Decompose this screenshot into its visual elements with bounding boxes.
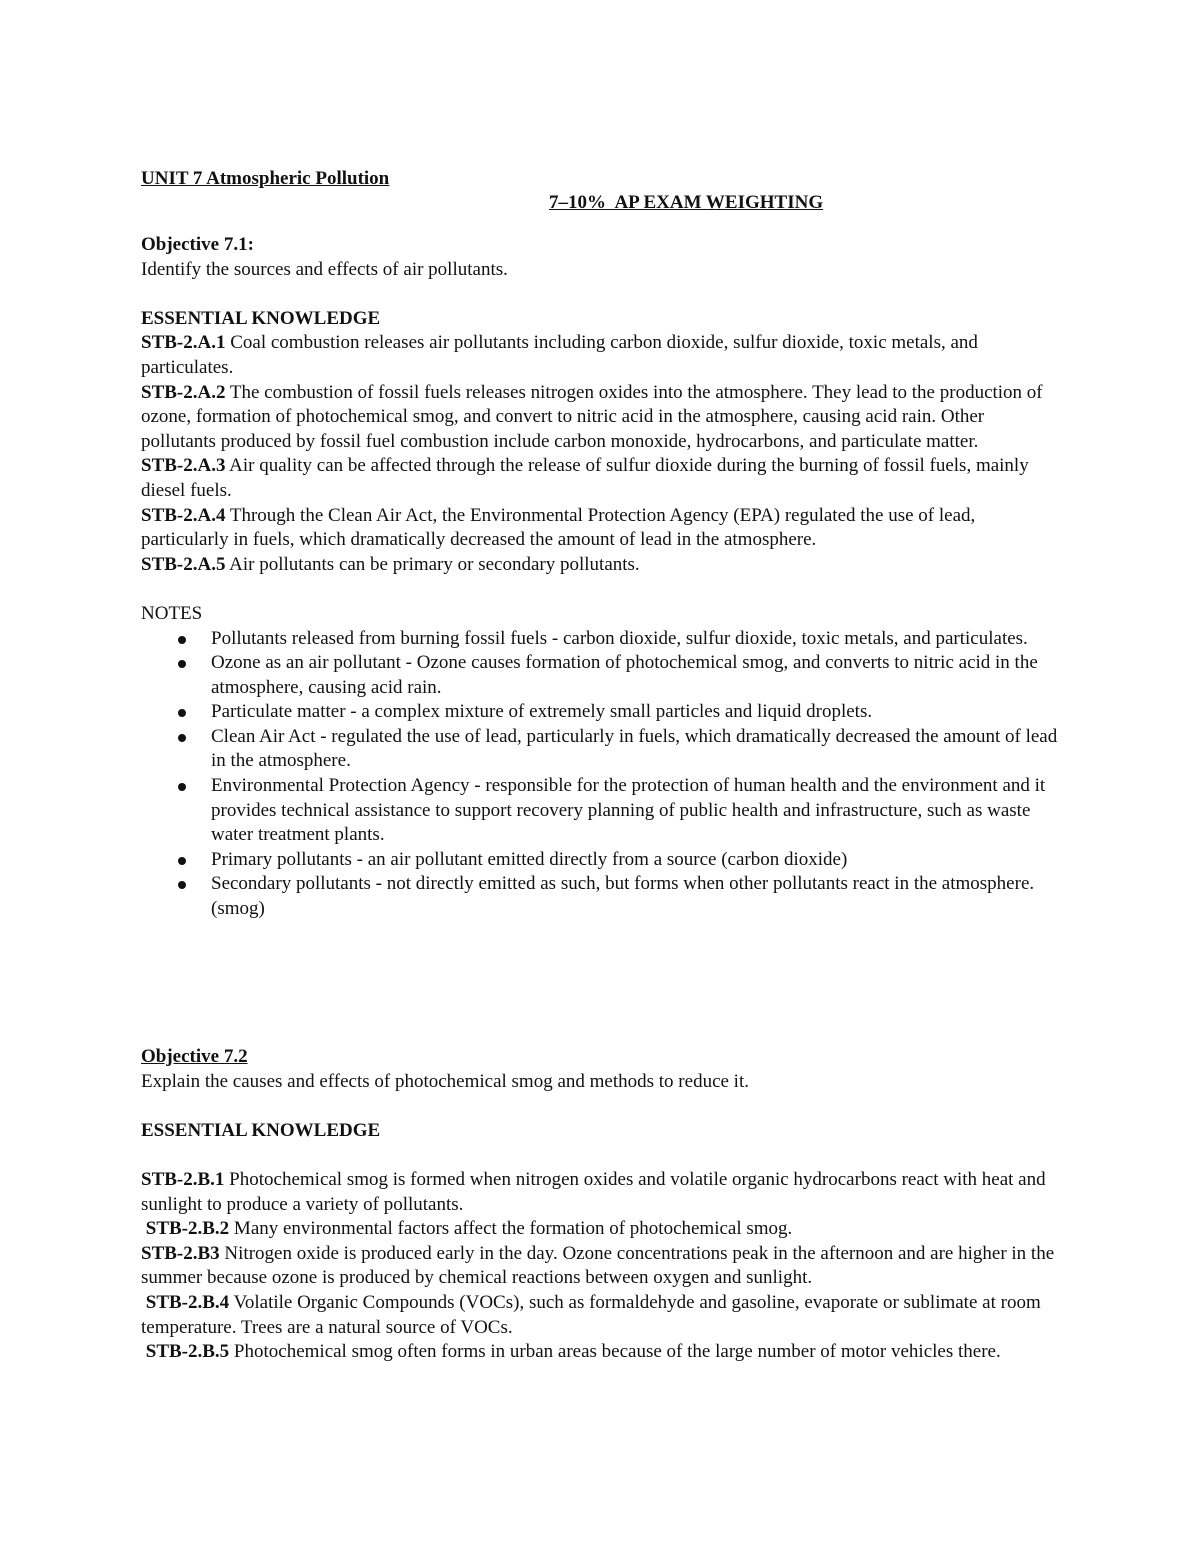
- knowledge-item: STB-2.A.2 The combustion of fossil fuels releases nitrogen oxides into the atmosphere. They lead to the production of ozone, formation of photochemical smog, and convert to nitric acid in the atmosphere, causing acid rain. Other pollutants produced by fossil fuel combustion include carbon monoxide, hydrocarbons, and particulate matter.: [141, 381, 1043, 452]
- list-item: Pollutants released from burning fossil fuels - carbon dioxide, sulfur dioxide, toxic metals, and particulates.: [141, 627, 1061, 652]
- notes-list: [141, 627, 1061, 922]
- notes-heading: NOTES: [141, 602, 203, 624]
- essential-knowledge-heading: ESSENTIAL KNOWLEDGE: [141, 1119, 381, 1141]
- knowledge-item: STB-2.B3 Nitrogen oxide is produced early in the day. Ozone concentrations peak in the afternoon and are higher in the summer because ozone is produced by chemical reactions between oxygen and sunlight.: [141, 1242, 1055, 1289]
- knowledge-item: STB-2.B.5 Photochemical smog often forms in urban areas because of the large number of motor vehicles there.: [141, 1341, 1001, 1363]
- bullet-icon: [178, 636, 186, 644]
- bullet-icon: [178, 734, 186, 742]
- knowledge-item: STB-2.A.5 Air pollutants can be primary or secondary pollutants.: [141, 553, 640, 575]
- bullet-icon: [178, 709, 186, 717]
- unit-header: [141, 142, 1061, 240]
- objective-7-2-section: [141, 1045, 1061, 1365]
- knowledge-item: STB-2.A.4 Through the Clean Air Act, the Environmental Protection Agency (EPA) regulated the use of lead, particularly in fuels, which dramatically decreased the amount of lead in the atmosphere.: [141, 504, 976, 551]
- knowledge-item: STB-2.B.2 Many environmental factors affect the formation of photochemical smog.: [141, 1218, 793, 1240]
- objective-title: Objective 7.1:: [141, 234, 254, 255]
- list-item: Ozone as an air pollutant - Ozone causes formation of photochemical smog, and converts to nitric acid in the atmosphere, causing acid rain.: [141, 651, 1061, 700]
- knowledge-item: STB-2.B.1 Photochemical smog is formed when nitrogen oxides and volatile organic hydrocarbons react with heat and sunlight to produce a variety of pollutants.: [141, 1168, 1046, 1215]
- list-item: Particulate matter - a complex mixture of extremely small particles and liquid droplets.: [141, 700, 1061, 725]
- objective-title: Objective 7.2: [141, 1046, 248, 1067]
- exam-weighting: 7–10% AP EXAM WEIGHTING: [549, 192, 824, 214]
- objective-description: Identify the sources and effects of air pollutants.: [141, 258, 508, 280]
- bullet-icon: [178, 881, 186, 889]
- list-item: Secondary pollutants - not directly emitted as such, but forms when other pollutants react in the atmosphere. (smog): [141, 872, 1061, 921]
- objective-description: Explain the causes and effects of photochemical smog and methods to reduce it.: [141, 1070, 749, 1092]
- knowledge-item: STB-2.A.1 Coal combustion releases air pollutants including carbon dioxide, sulfur dioxide, toxic metals, and particulates.: [141, 332, 978, 378]
- bullet-icon: [178, 783, 186, 791]
- knowledge-item: STB-2.B.4 Volatile Organic Compounds (VOCs), such as formaldehyde and gasoline, evaporate or sublimate at room temperature. Trees are a natural source of VOCs.: [141, 1291, 1046, 1338]
- bullet-icon: [178, 857, 186, 865]
- list-item: Clean Air Act - regulated the use of lead, particularly in fuels, which dramatically decreased the amount of lead in the atmosphere.: [141, 725, 1061, 774]
- unit-title: UNIT 7 Atmospheric Pollution: [141, 167, 390, 189]
- knowledge-item: STB-2.A.3 Air quality can be affected through the release of sulfur dioxide during the burning of fossil fuels, mainly diesel fuels.: [141, 455, 1029, 501]
- list-item: Environmental Protection Agency - responsible for the protection of human health and the environment and it provides technical assistance to support recovery planning of public health and infrastructure, such as waste water treatment plants.: [141, 774, 1061, 848]
- objective-7-1-section: [141, 233, 1061, 922]
- list-item: Primary pollutants - an air pollutant emitted directly from a source (carbon dioxide): [141, 848, 1061, 873]
- bullet-icon: [178, 660, 186, 668]
- essential-knowledge-heading: ESSENTIAL KNOWLEDGE: [141, 307, 381, 329]
